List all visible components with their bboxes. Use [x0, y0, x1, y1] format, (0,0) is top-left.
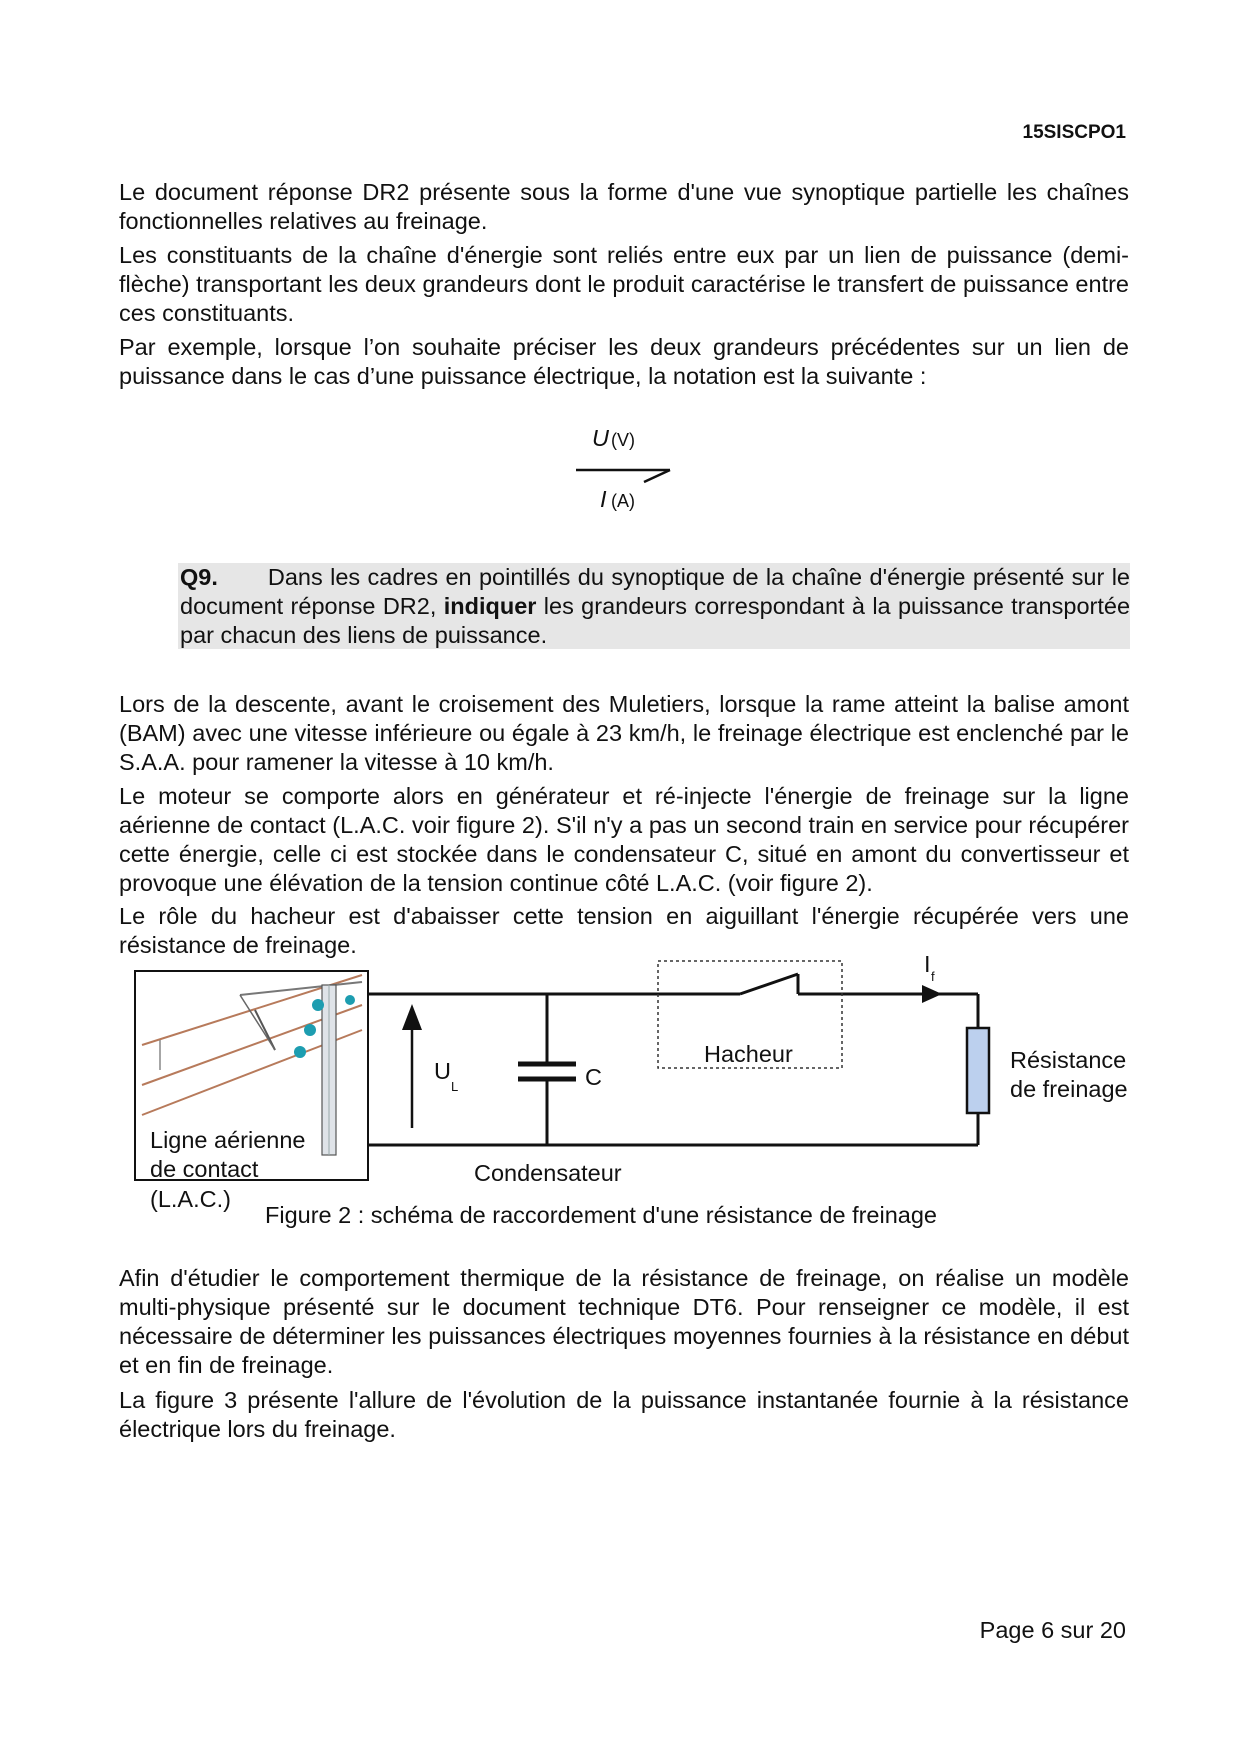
question-q9	[180, 563, 1130, 650]
notation-u-unit: (V)	[611, 430, 635, 450]
current-if-arrow	[922, 985, 942, 1003]
paragraph-descent: Lors de la descente, avant le croisement des Muletiers, lorsque la rame atteint la balise amont (BAM) avec une vitesse inférieure ou égale à 23 km/h, le freinage électrique est enclenché par le S.A.A. pour ramener la vitesse à 10 km/h.	[119, 691, 1129, 775]
question-text-before: Dans les cadres en pointillés du synoptique de la chaîne d'énergie présenté sur le document réponse DR2,	[180, 564, 1130, 619]
lac-label-line-3: (L.A.C.)	[150, 1186, 231, 1212]
capacitor-name-label: Condensateur	[474, 1160, 622, 1186]
voltage-ul-subscript: L	[451, 1079, 459, 1094]
paragraph-figure-3: La figure 3 présente l'allure de l'évolution de la puissance instantanée fournie à la résistance électrique lors du freinage.	[119, 1387, 1129, 1442]
page-number: Page 6 sur 20	[979, 1617, 1126, 1643]
lac-label-line-1: Ligne aérienne	[150, 1127, 306, 1153]
power-link-half-arrow	[570, 460, 680, 484]
notation-i-unit: (A)	[611, 491, 635, 511]
paragraph-motor-generator: Le moteur se comporte alors en générateur et ré-injecte l'énergie de freinage sur la ligne aérienne de contact (L.A.C. voir figure 2). S'il n'y a pas un second train en service pour récupérer cette énergie, celle ci est stockée dans le condensateur C, situé en amont du convertisseur et provoque une élévation de la tension continue côté L.A.C. (voir figure 2).	[119, 783, 1129, 896]
resistor-label-line-2: de freinage	[1010, 1076, 1128, 1102]
paragraph-chopper-role: Le rôle du hacheur est d'abaisser cette tension en aiguillant l'énergie récupérée vers une résistance de freinage.	[119, 903, 1129, 958]
current-if-label: I	[924, 951, 931, 977]
notation-u-var: U	[592, 425, 609, 451]
question-text-after: les grandeurs correspondant à la puissance transportée par chacun des liens de puissance.	[180, 593, 1131, 648]
paragraph-intro: Le document réponse DR2 présente sous la forme d'une vue synoptique partielle les chaînes fonctionnelles relatives au freinage.	[119, 179, 1129, 234]
figure-2-caption: Figure 2 : schéma de raccordement d'une résistance de freinage	[265, 1202, 937, 1228]
resistor-label-line-1: Résistance	[1010, 1047, 1127, 1073]
notation-i-var: I	[600, 486, 607, 512]
question-number: Q9.	[180, 564, 218, 590]
capacitor-label: C	[585, 1064, 602, 1090]
question-bold-word: indiquer	[443, 593, 537, 619]
paragraph-power-link: Les constituants de la chaîne d'énergie sont reliés entre eux par un lien de puissance (demi-flèche) transportant les deux grandeurs dont le produit caractérise le transfert de puissance entre ces constituants.	[119, 242, 1129, 326]
current-if-subscript: f	[931, 969, 935, 984]
chopper-label: Hacheur	[704, 1041, 793, 1067]
figure-2-circuit	[130, 950, 1130, 1190]
paragraph-thermal-model: Afin d'étudier le comportement thermique de la résistance de freinage, on réalise un modèle multi-physique présenté sur le document technique DT6. Pour renseigner ce modèle, il est nécessaire de déterminer les puissances électriques moyennes fournies à la résistance en début et en fin de freinage.	[119, 1265, 1129, 1378]
voltage-ul-label: U	[434, 1058, 451, 1084]
document-code: 15SISCPO1	[1022, 122, 1126, 143]
braking-resistor	[967, 1028, 989, 1113]
paragraph-notation: Par exemple, lorsque l’on souhaite préciser les deux grandeurs précédentes sur un lien de puissance dans le cas d’une puissance électrique, la notation est la suivante :	[119, 334, 1129, 389]
lac-label-line-2: de contact	[150, 1156, 259, 1182]
